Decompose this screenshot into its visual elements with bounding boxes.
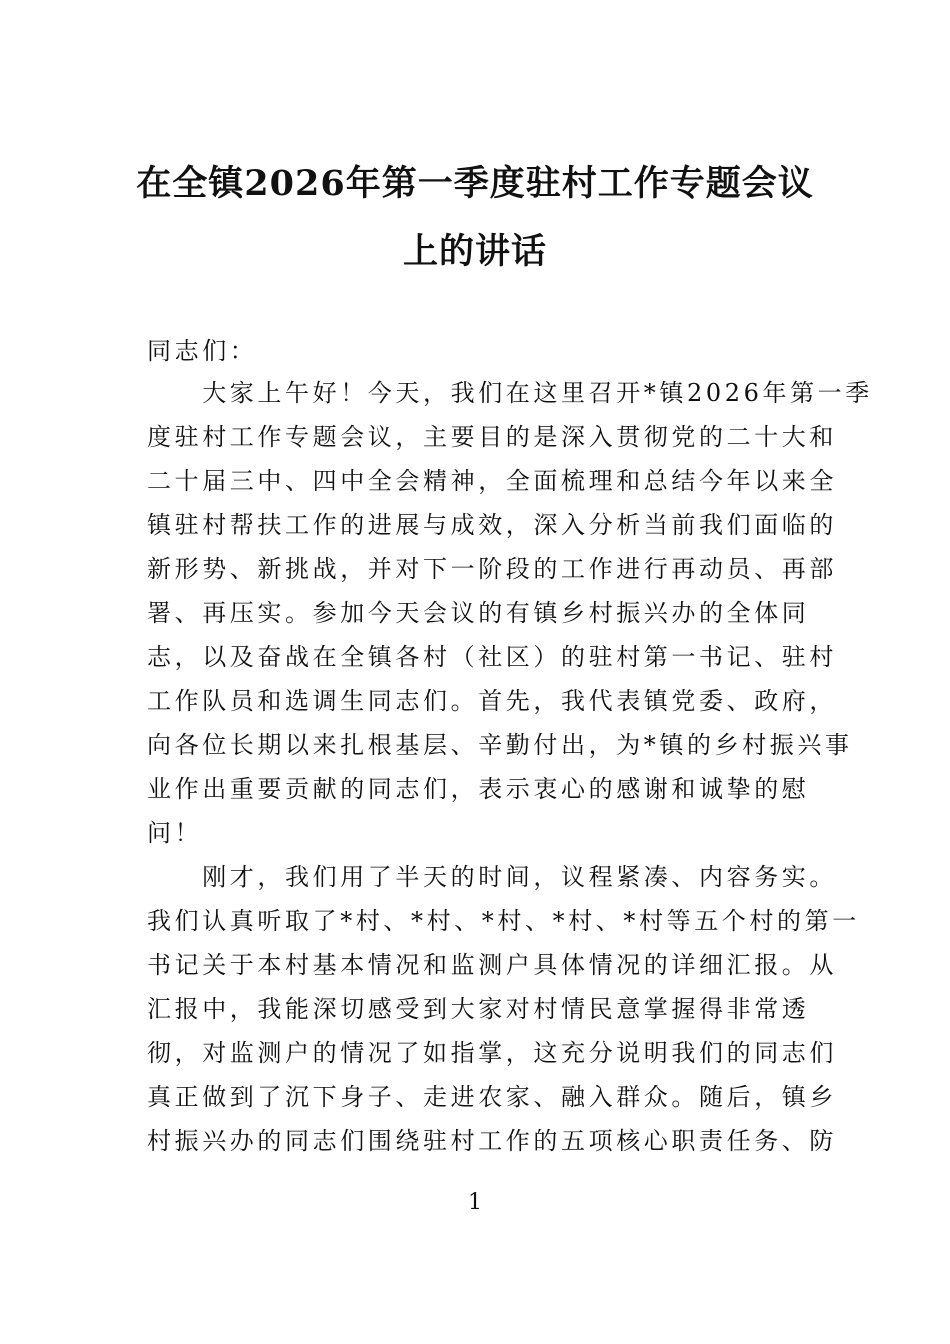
body-line: 书记关于本村基本情况和监测户具体情况的详细汇报。从 xyxy=(147,951,837,979)
body-line: 大家上午好！今天，我们在这里召开*镇2026年第一季 xyxy=(147,379,873,407)
body-line: 问！ xyxy=(147,819,203,847)
body-line: 业作出重要贡献的同志们，表示衷心的感谢和诚挚的慰 xyxy=(147,775,810,803)
body-line: 刚才，我们用了半天的时间，议程紧凑、内容务实。 xyxy=(147,863,837,891)
body-line: 真正做到了沉下身子、走进农家、融入群众。随后，镇乡 xyxy=(147,1083,837,1111)
body-line: 志，以及奋战在全镇各村（社区）的驻村第一书记、驻村 xyxy=(147,643,837,671)
body-line: 村振兴办的同志们围绕驻村工作的五项核心职责任务、防 xyxy=(147,1127,837,1155)
page-number: 1 xyxy=(468,1190,482,1215)
body-line: 彻，对监测户的情况了如指掌，这充分说明我们的同志们 xyxy=(147,1039,837,1067)
body-line: 署、再压实。参加今天会议的有镇乡村振兴办的全体同 xyxy=(147,599,810,627)
body-line: 镇驻村帮扶工作的进展与成效，深入分析当前我们面临的 xyxy=(147,511,837,539)
body-line: 度驻村工作专题会议，主要目的是深入贯彻党的二十大和 xyxy=(147,423,837,451)
body-line: 汇报中，我能深切感受到大家对村情民意掌握得非常透 xyxy=(147,995,810,1023)
body-line: 工作队员和选调生同志们。首先，我代表镇党委、政府， xyxy=(147,687,837,715)
salutation: 同志们： xyxy=(147,337,258,365)
body-line: 我们认真听取了*村、*村、*村、*村、*村等五个村的第一 xyxy=(147,907,860,935)
document-title-line-2: 上的讲话 xyxy=(402,231,547,272)
body-line: 新形势、新挑战，并对下一阶段的工作进行再动员、再部 xyxy=(147,555,837,583)
document-title-line-1: 在全镇2026年第一季度驻村工作专题会议 xyxy=(136,163,814,204)
body-line: 向各位长期以来扎根基层、辛勤付出，为*镇的乡村振兴事 xyxy=(147,731,853,759)
body-line: 二十届三中、四中全会精神，全面梳理和总结今年以来全 xyxy=(147,467,837,495)
